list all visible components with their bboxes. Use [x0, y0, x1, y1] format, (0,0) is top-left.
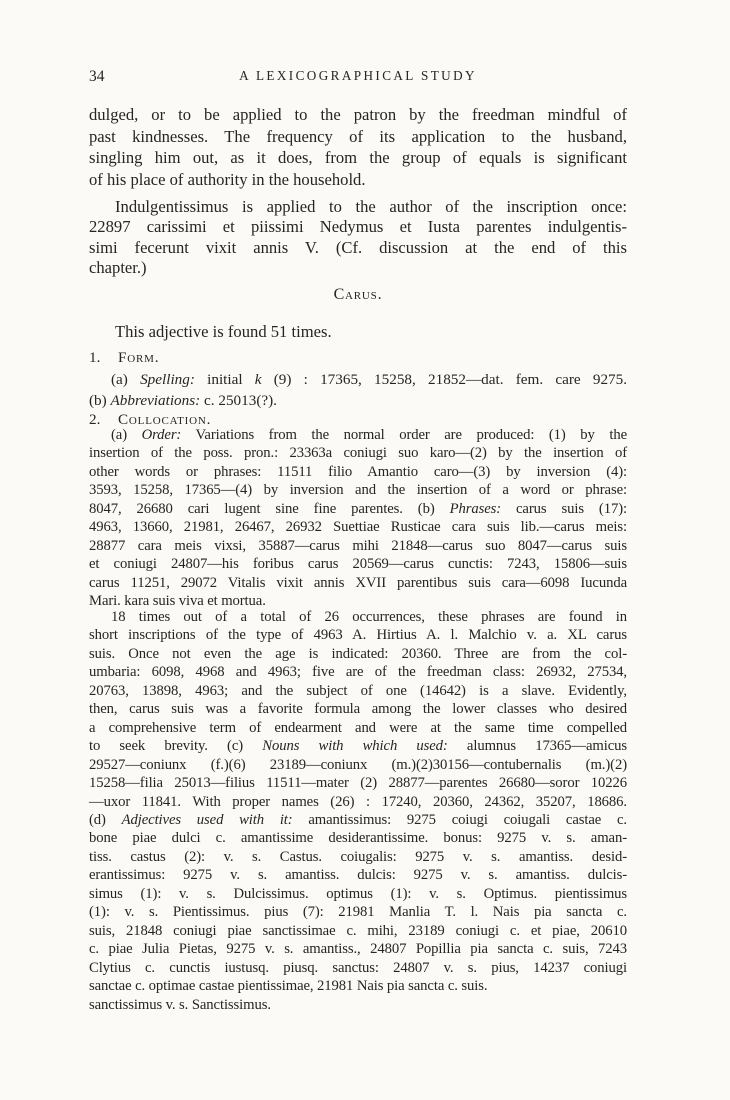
text-line: —uxor 11841. With proper names (26) : 17240, 20360, 24362, 35207, 18686.	[89, 793, 627, 810]
text-line: Indulgentissimus is applied to the author of the inscription once:	[115, 197, 627, 216]
text-line: 15258—filia 25013—filius 11511—mater (2) 28877—parentes 26680—soror 10226	[89, 775, 627, 792]
form-title: Form.	[118, 349, 160, 366]
text-line: suis. Once not even the age is indicated: 20360. Three are from the col-	[89, 645, 627, 662]
order-paragraph	[89, 426, 627, 611]
opening-paragraph	[89, 104, 627, 190]
text-line: simus (1): v. s. Dulcissimus. optimus (1): v. s. Optimus. pientissimus	[89, 885, 627, 902]
text-line: sanctissimus v. s. Sanctissimus.	[89, 996, 271, 1013]
text-line: bone piae dulci c. amantissime desiderantissime. bonus: 9275 v. s. aman-	[89, 830, 627, 847]
text-line: 22897 carissimi et piissimi Nedymus et Iusta parentes indulgentis-	[89, 217, 627, 237]
text-line: 3593, 15258, 17365—(4) by inversion and the insertion of a word or phrase:	[89, 482, 627, 499]
text-segment: carus suis (17):	[501, 500, 627, 517]
text-segment: 8047, 26680 cari lugent sine fine parentes. (b)	[89, 500, 450, 517]
text-line: Clytius c. cunctis iustusq. piusq. sanctus: 24807 v. s. pius, 14237 coniugi	[89, 959, 627, 976]
item-label: (b)	[89, 392, 111, 409]
italic-term: Nouns with which used:	[262, 738, 448, 755]
form-number: 1.	[89, 349, 101, 366]
text-line: suis, 21848 coniugi piae sanctissimae c. mihi, 23189 coniugi c. et piae, 20610	[89, 922, 627, 939]
running-title: A LEXICOGRAPHICAL STUDY	[239, 68, 477, 83]
text-segment: Variations from the normal order are produced: (1) by the	[181, 427, 627, 443]
text-line: a comprehensive term of endearment and were at the same time compelled	[89, 719, 627, 736]
text-line: This adjective is found 51 times.	[115, 322, 332, 341]
text-line: then, carus suis was a favorite formula among the lower classes who desired	[89, 701, 627, 718]
italic-term: Abbreviations:	[110, 392, 201, 409]
text-segment: alumnus 17365—amicus	[447, 738, 628, 755]
text-line: (1): v. s. Pientissimus. pius (7): 21981 Manlia T. l. Nais pia sancta c.	[89, 904, 627, 921]
text-line: insertion of the poss. pron.: 23363a coniugi suo karo—(2) by the insertion of	[89, 445, 627, 462]
text-line: simi fecerunt vixit annis V. (Cf. discussion at the end of this	[89, 237, 627, 257]
text-line	[89, 737, 627, 755]
text-segment: (9) : 17365, 15258, 21852—dat. fem. care 9275.	[261, 371, 628, 388]
spelling-line	[89, 370, 627, 389]
indulgentissimus-paragraph	[89, 197, 627, 279]
italic-term: Adjectives used with it:	[121, 811, 293, 828]
text-line: chapter.)	[89, 258, 147, 278]
text-line: carus 11251, 29072 Vitalis vixit annis XVII parentibus suis cara—6098 Iucunda	[89, 574, 627, 591]
item-label: (a)	[111, 371, 141, 388]
text-segment: c. 25013(?).	[200, 392, 277, 409]
text-line: tiss. castus (2): v. s. Castus. coiugalis: 9275 v. s. amantiss. desid-	[89, 848, 627, 865]
text-line	[89, 811, 627, 829]
page-number: 34	[89, 68, 105, 85]
text-line: of his place of authority in the household.	[89, 169, 366, 189]
text-line: 18 times out of a total of 26 occurrences, these phrases are found in	[111, 609, 627, 625]
text-line: sanctae c. optimae castae pientissimae, 21981 Nais pia sancta c. suis.	[89, 978, 488, 995]
text-line: 29527—coniunx (f.)(6) 23189—coniunx (m.)(2)30156—contubernalis (m.)(2)	[89, 756, 627, 773]
frequency-sentence	[89, 321, 627, 343]
text-segment: initial	[194, 371, 255, 388]
item-label: (d)	[89, 811, 122, 828]
text-line: c. piae Julia Pietas, 9275 v. s. amantiss., 24807 Popillia pia sancta c. suis, 7243	[89, 941, 627, 958]
text-line: 28877 cara meis vixsi, 35887—carus mihi 21848—carus suo 8047—carus suis	[89, 537, 627, 554]
text-line: dulged, or to be applied to the patron by the freedman mindful of	[89, 105, 627, 124]
italic-term: Phrases:	[449, 500, 502, 517]
item-label: (a)	[111, 427, 142, 443]
text-line	[89, 426, 627, 444]
text-line: et coniugi 24807—his foribus carus 20569—carus cunctis: 7243, 15806—suis	[89, 556, 627, 573]
collocation-title: Collocation.	[118, 411, 212, 428]
text-line: other words or phrases: 11511 filio Amantio caro—(3) by inversion (4):	[89, 463, 627, 480]
text-line: 4963, 13660, 21981, 26467, 26932 Suettiae Rusticae cara suis lib.—carus meis:	[89, 519, 627, 536]
text-line: 20763, 13898, 4963; and the subject of one (14642) is a slave. Evidently,	[89, 682, 627, 699]
text-line	[89, 500, 627, 518]
text-line: Mari. kara suis viva et mortua.	[89, 593, 266, 610]
text-line: erantissimus: 9275 v. s. amantiss. dulcis: 9275 v. s. amantiss. dulcis-	[89, 867, 627, 884]
text-line: singling him out, as it does, from the group of equals is significant	[89, 148, 627, 168]
italic-term: Order:	[141, 427, 182, 443]
italic-k: k	[254, 371, 262, 388]
collocation-number: 2.	[89, 411, 101, 428]
page-header	[89, 68, 627, 84]
carus-section-heading: Carus.	[333, 286, 383, 303]
usage-paragraph	[89, 608, 627, 1014]
form-heading	[89, 348, 627, 367]
text-segment: amantissimus: 9275 coiugi coiugali castae c.	[292, 811, 627, 828]
text-line: short inscriptions of the type of 4963 A. Hirtius A. l. Malchio v. a. XL carus	[89, 627, 627, 644]
text-line: past kindnesses. The frequency of its application to the husband,	[89, 126, 627, 146]
italic-term: Spelling:	[140, 371, 195, 388]
text-line: umbaria: 6098, 4968 and 4963; five are of the freedman class: 26932, 27534,	[89, 664, 627, 681]
text-segment: to seek brevity. (c)	[89, 738, 263, 755]
abbreviations-line	[89, 391, 627, 410]
